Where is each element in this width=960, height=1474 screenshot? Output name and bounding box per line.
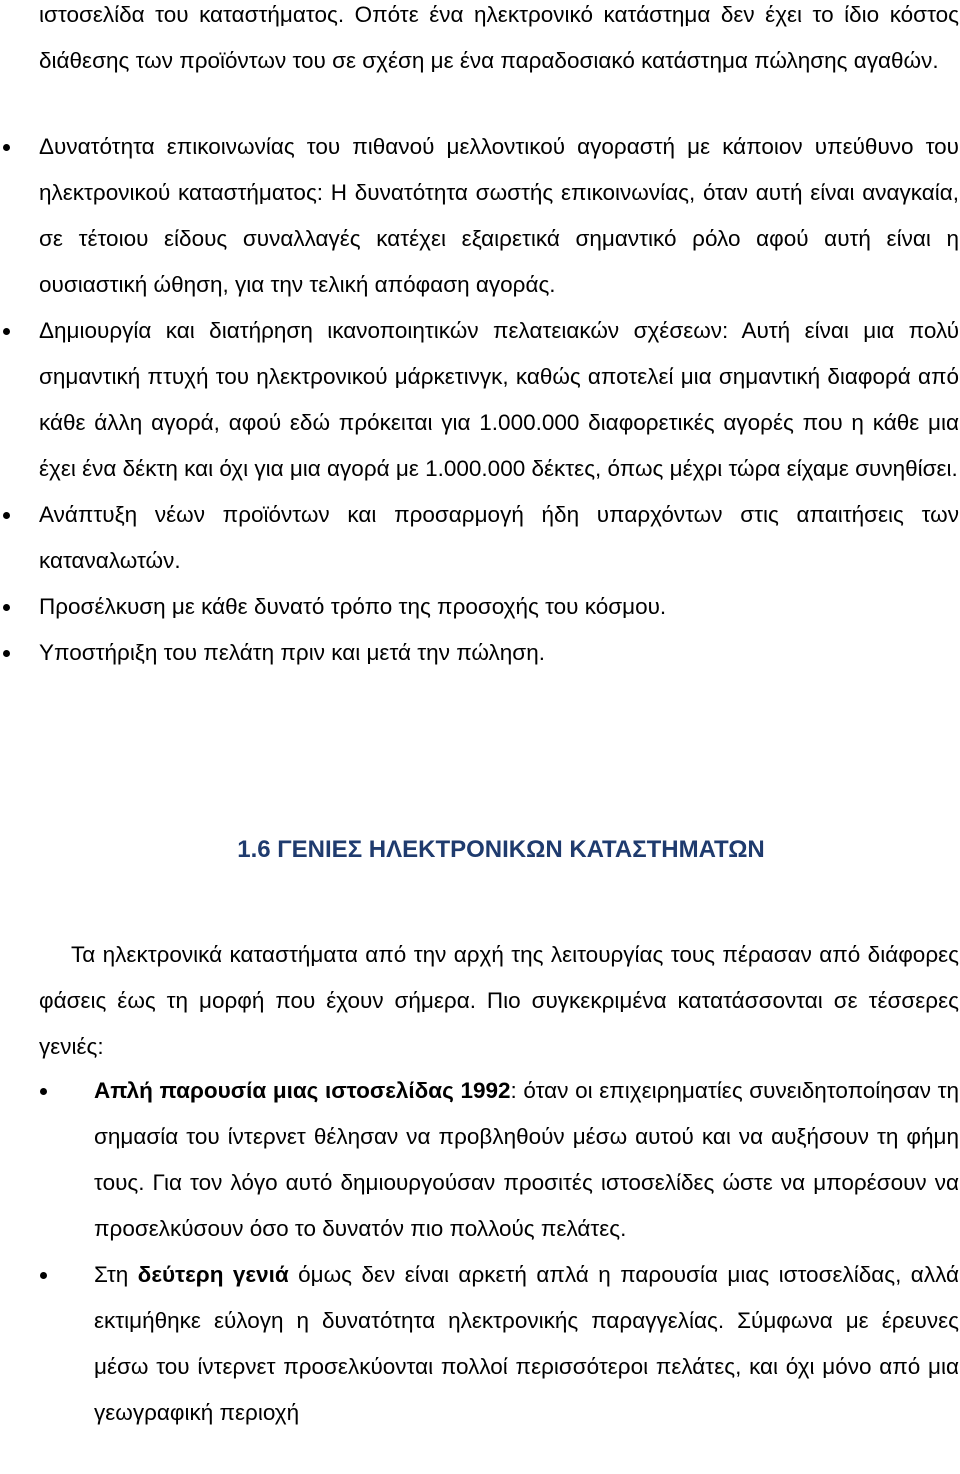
generation-description: όμως δεν είναι αρκετή απλά η παρουσία μιας ιστοσελίδας, αλλά εκτιμήθηκε εύλογη η δυνατότητα ηλεκτρονικής παραγγελίας. Σύμφωνα με έρευνες μέσω του ίντερνετ προσελκύονται πολλοί περισσότεροι πελάτες, και όχι μόνο από μια γεωγραφική περιοχή [94,1262,959,1425]
generation-bold-label: δεύτερη γενιά [137,1262,289,1287]
list-item-text: Δημιουργία και διατήρηση ικανοποιητικών πελατειακών σχέσεων: Αυτή είναι μια πολύ σημαντική πτυχή του ηλεκτρονικού μάρκετινγκ, καθώς αποτελεί μια σημαντική διαφορά από κάθε άλλη αγορά, αφού εδώ πρόκειται για 1.000.000 διαφορετικές αγορές που η κάθε μια έχει ένα δέκτη και όχι για μια αγορά με 1.000.000 δέκτες, όπως μέχρι τώρα είχαμε συνηθίσει. [39,318,959,481]
intro-continuation-paragraph: ιστοσελίδα του καταστήματος. Οπότε ένα ηλεκτρονικό κατάστημα δεν έχει το ίδιο κόστος διάθεσης των προϊόντων του σε σχέση με ένα παραδοσιακό κατάστημα πώλησης αγαθών. [39,2,959,73]
list-item-text: Προσέλκυση με κάθε δυνατό τρόπο της προσοχής του κόσμου. [39,594,667,619]
generation-pre-text: Στη [94,1262,138,1287]
generation-description: : όταν οι επιχειρηματίες συνειδητοποίησαν τη σημασία του ίντερνετ θέλησαν να προβληθούν μέσω αυτού και να αυξήσουν τη φήμη τους. Για τον λόγο αυτό δημιουργούσαν προσιτές ιστοσελίδες ώστε να μπορέσουν να προσελκύσουν όσο το δυνατόν πιο πολλούς πελάτες. [94,1078,959,1241]
features-bullet-list [0,124,960,676]
list-item-text: Υποστήριξη του πελάτη πριν και μετά την πώληση. [39,640,545,665]
bullet-icon [3,328,10,335]
list-item [0,492,959,584]
generations-bullet-list [0,1068,960,1436]
list-item-text [94,1068,959,1252]
section-heading: 1.6 ΓΕΝΙΕΣ ΗΛΕΚΤΡΟΝΙΚΩΝ ΚΑΤΑΣΤΗΜΑΤΩΝ [237,836,765,863]
list-item [0,124,959,308]
bullet-icon [3,512,10,519]
section-intro-paragraph: Τα ηλεκτρονικά καταστήματα από την αρχή της λειτουργίας τους πέρασαν από διάφορες φάσεις έως τη μορφή που έχουν σήμερα. Πιο συγκεκριμένα κατατάσσονται σε τέσσερες γενιές: [39,942,959,1059]
list-item [0,630,959,676]
bullet-icon [3,144,10,151]
bullet-icon [40,1088,47,1095]
list-item [0,1068,959,1252]
list-item-text: Ανάπτυξη νέων προϊόντων και προσαρμογή ήδη υπαρχόντων στις απαιτήσεις των καταναλωτών. [39,502,959,573]
list-item [0,584,959,630]
bullet-icon [3,604,10,611]
bullet-icon [40,1272,47,1279]
list-item-text [94,1252,959,1436]
list-item [0,308,959,492]
bullet-icon [3,650,10,657]
generation-bold-label: Απλή παρουσία μιας ιστοσελίδας 1992 [94,1078,511,1103]
list-item [0,1252,959,1436]
list-item-text: Δυνατότητα επικοινωνίας του πιθανού μελλοντικού αγοραστή με κάποιον υπεύθυνο του ηλεκτρονικού καταστήματος: Η δυνατότητα σωστής επικοινωνίας, όταν αυτή είναι αναγκαία, σε τέτοιου είδους συναλλαγές κατέχει εξαιρετικά σημαντικό ρόλο αφού αυτή είναι η ουσιαστική ώθηση, για την τελική απόφαση αγοράς. [39,134,959,297]
